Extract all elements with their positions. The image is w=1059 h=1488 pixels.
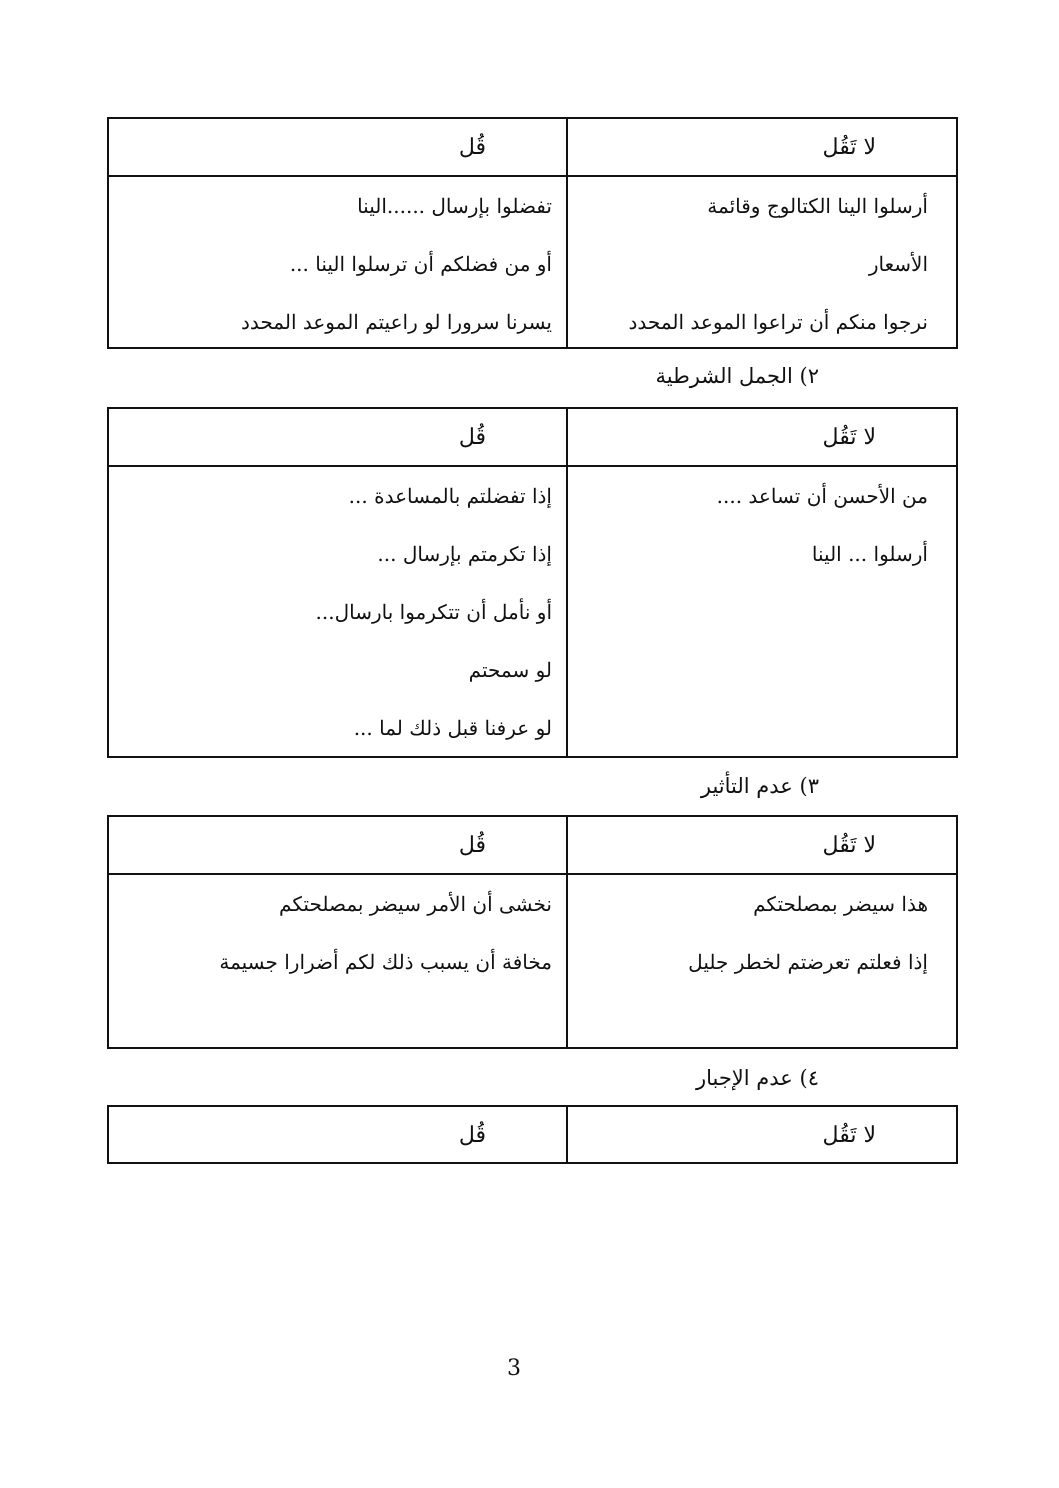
dont-say-line: نرجوا منكم أن تراعوا الموعد المحدد bbox=[628, 310, 928, 334]
section-title-no-coercion: ٤) عدم الإجبار bbox=[695, 1066, 819, 1090]
table-header-row bbox=[109, 409, 956, 467]
say-column bbox=[109, 177, 566, 349]
say-header: قُل bbox=[458, 424, 486, 450]
say-line: نخشى أن الأمر سيضر بمصلحتكم bbox=[279, 892, 552, 916]
section-title-no-influence: ٣) عدم التأثير bbox=[700, 774, 819, 798]
table-4 bbox=[107, 1105, 958, 1164]
say-line: أو من فضلكم أن ترسلوا الينا ... bbox=[289, 252, 552, 276]
dont-say-line: هذا سيضر بمصلحتكم bbox=[753, 892, 928, 916]
table-body-row bbox=[109, 467, 956, 758]
say-line: لو عرفنا قبل ذلك لما ... bbox=[353, 716, 552, 740]
say-line: تفضلوا بإرسال ......الينا bbox=[357, 194, 552, 218]
say-column bbox=[109, 875, 566, 1049]
dont-say-line: الأسعار bbox=[868, 252, 928, 276]
dont-say-header: لا تَقُل bbox=[566, 817, 956, 873]
dont-say-line: أرسلوا ... الينا bbox=[811, 542, 928, 566]
table-2 bbox=[107, 407, 958, 758]
table-header-row bbox=[109, 119, 956, 177]
say-line: يسرنا سرورا لو راعيتم الموعد المحدد bbox=[240, 310, 552, 334]
table-1 bbox=[107, 117, 958, 349]
dont-say-header: لا تَقُل bbox=[566, 1107, 956, 1163]
dont-say-column bbox=[566, 467, 956, 758]
say-column bbox=[109, 467, 566, 758]
say-header: قُل bbox=[458, 1122, 486, 1148]
say-line: إذا تكرمتم بإرسال ... bbox=[377, 542, 552, 566]
dont-say-column bbox=[566, 177, 956, 349]
dont-say-header: لا تَقُل bbox=[566, 119, 956, 175]
say-header: قُل bbox=[458, 134, 486, 160]
section-title-conditional: ٢) الجمل الشرطية bbox=[655, 364, 819, 388]
table-body-row bbox=[109, 177, 956, 349]
say-line: لو سمحتم bbox=[468, 658, 552, 682]
table-header-row bbox=[109, 817, 956, 875]
table-header-row bbox=[109, 1107, 956, 1163]
page-number: 3 bbox=[507, 1356, 521, 1381]
say-line: مخافة أن يسبب ذلك لكم أضرارا جسيمة bbox=[219, 950, 552, 974]
dont-say-line: إذا فعلتم تعرضتم لخطر جليل bbox=[688, 950, 928, 974]
table-body-row bbox=[109, 875, 956, 1049]
dont-say-line: أرسلوا الينا الكتالوج وقائمة bbox=[707, 194, 928, 218]
dont-say-column bbox=[566, 875, 956, 1049]
say-line: أو نأمل أن تتكرموا بارسال... bbox=[315, 600, 552, 624]
table-3 bbox=[107, 815, 958, 1049]
dont-say-line: من الأحسن أن تساعد .... bbox=[716, 484, 928, 508]
say-line: إذا تفضلتم بالمساعدة ... bbox=[348, 484, 552, 508]
dont-say-header: لا تَقُل bbox=[566, 409, 956, 465]
say-header: قُل bbox=[458, 832, 486, 858]
